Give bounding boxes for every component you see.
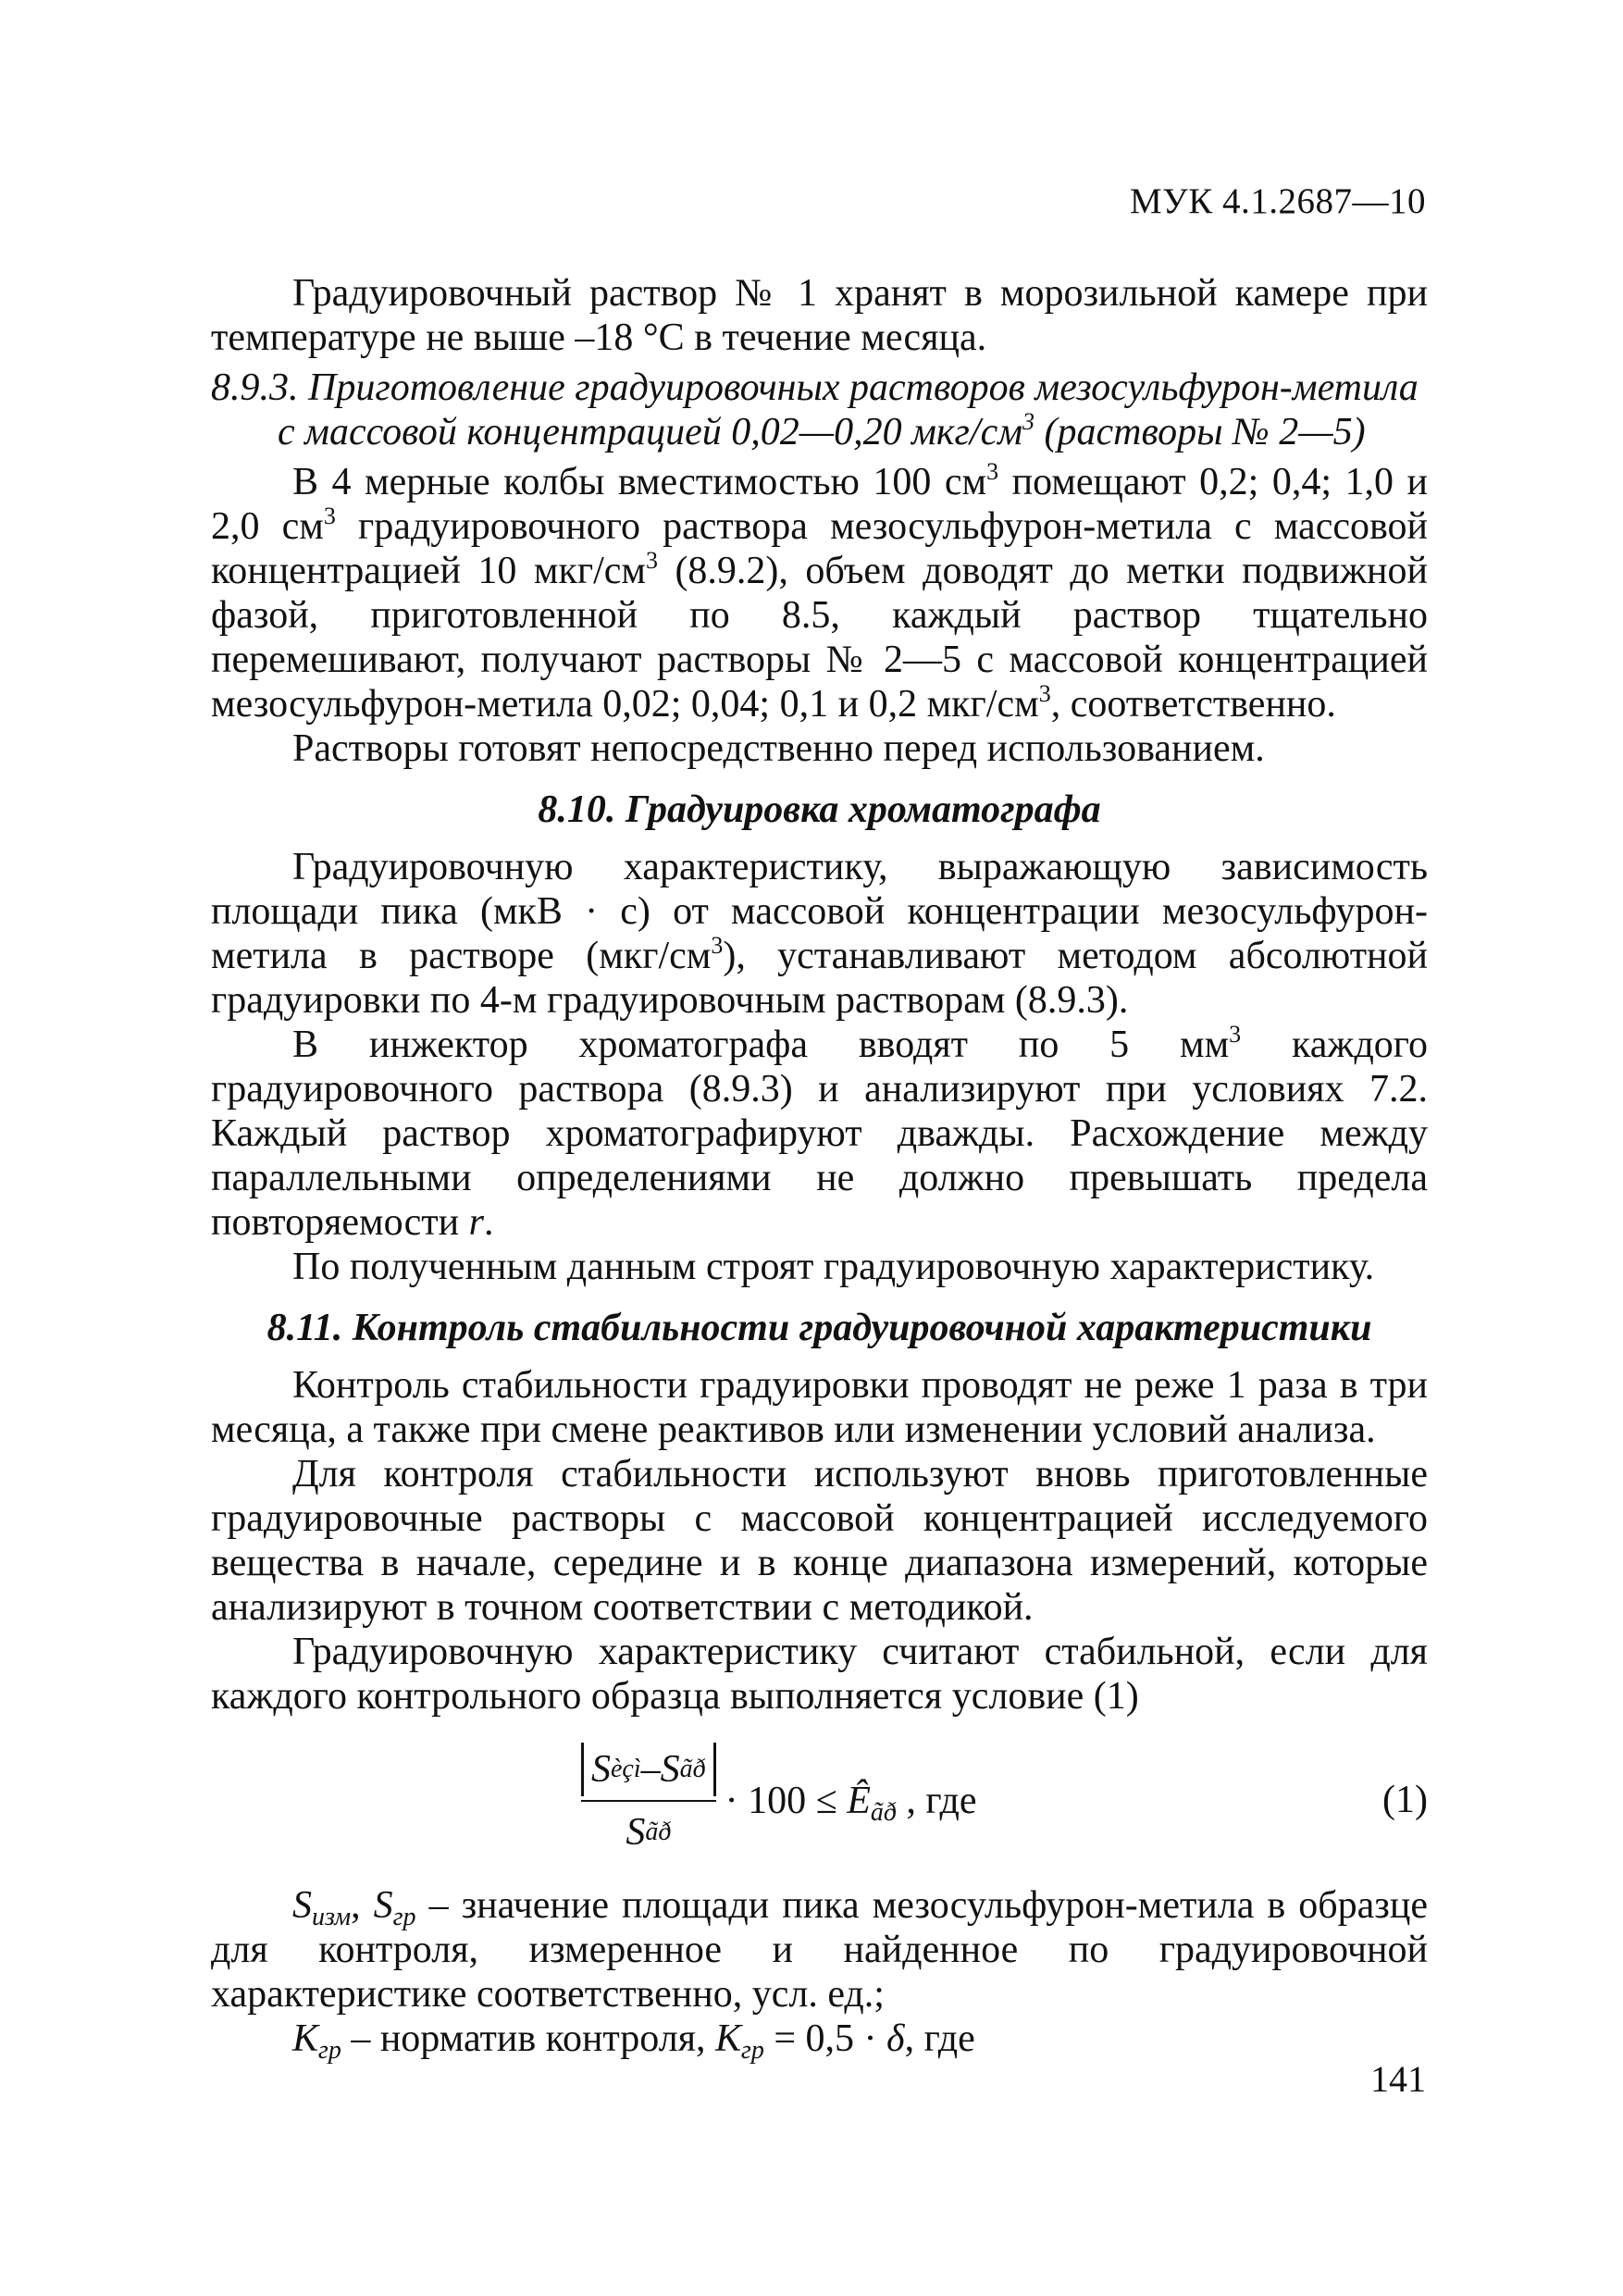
paragraph-stability-solutions: Для контроля стабильности используют вновь приготовленные градуировочные растворы с массовой концентрацией исследуемого вещества в начале, середине и в конце диапазона измерений, которые анализируют в точном соответствии с методикой. (211, 1453, 1428, 1629)
equation-number: (1) (1382, 1779, 1428, 1821)
fraction-line (581, 1800, 716, 1802)
section-heading-810: 8.10. Градуировка хроматографа (538, 788, 1101, 831)
paragraph-stability-condition: Градуировочную характеристику считают стабильной, если для каждого контрольного образца выполняется условие (1) (211, 1631, 1428, 1718)
subsection-heading-line1: 8.9.3. Приготовление градуировочных растворов мезосульфурон-метила (211, 366, 1419, 409)
formula-expression (581, 1731, 977, 1870)
section-heading-811: 8.11. Контроль стабильности градуировочной характеристики (266, 1307, 1372, 1349)
page-body (211, 271, 1428, 2065)
formula-fraction (581, 1743, 716, 1859)
formula-numerator: S èçì – S ãð (581, 1743, 716, 1796)
formula-1 (211, 1731, 1428, 1870)
paragraph-build-characteristic: По полученным данным строят градуировочную характеристику. (292, 1246, 1375, 1288)
subsection-heading-893 (211, 366, 1428, 454)
document-code: МУК 4.1.2687—10 (1129, 181, 1426, 221)
paragraph-storage: Градуировочный раствор № 1 хранят в морозильной камере при температуре не выше –18 °С в течение месяца. (211, 272, 1428, 359)
page-number: 141 (1370, 2058, 1426, 2100)
paragraph-prepare-before-use: Растворы готовят непосредственно перед использованием. (292, 727, 1265, 770)
paragraph-injection: В инжектор хроматографа вводят по 5 $мм^3$ каждого градуировочного раствора (8.9.3) и анализируют при условиях 7.2. Каждый раствор хроматографируют дважды. Расхождение между параллельными определениями не должно превышать предела повторяемости r. (211, 1021, 1428, 1244)
paragraph-stability-control: Контроль стабильности градуировки проводят не реже 1 раза в три месяца, а также при смене реактивов или изменении условий анализа. (211, 1364, 1428, 1451)
subsection-heading-line2: с массовой концентрацией 0,02—0,20 мкг/$см^3$ (растворы № 2—5) (278, 408, 1366, 453)
paragraph-calibration-characteristic: Градуировочную характеристику, выражающую зависимость площади пика (мкВ · с) от массовой концентрации мезосульфурон-метила в растворе $(мкг/см^3)$, устанавливают методом абсолютной градуировки по 4-м градуировочным растворам (8.9.3). (211, 846, 1428, 1022)
definition-k-norm: $К_{гр}$ – норматив контроля, $К_{гр} = 0,5 \cdot \delta$, где (292, 2017, 975, 2065)
definition-s-values: $S_{изм}$, $S_{гр}$ – значение площади пика мезосульфурон-метила в образце для контроля, измеренное и найденное по градуировочной характеристике соответственно, усл. ед.; (211, 1884, 1428, 2016)
formula-denominator: S ãð (626, 1811, 672, 1854)
paragraph-preparation: В 4 мерные колбы вместимостью 100 $см^3$ помещают 0,2; 0,4; 1,0 и 2,0 $см^3$ градуировочного раствора мезосульфурон-метила с массовой концентрацией 10 мкг/$см^3$ (8.9.2), объем доводят до метки подвижной фазой, приготовленной по 8.5, каждый раствор тщательно перемешивают, получают растворы № 2—5 с массовой концентрацией мезосульфурон-метила 0,02; 0,04; 0,1 и 0,2 мкг/$см^3$, соответственно. (211, 458, 1428, 726)
formula-right-side: · $100 \le Ê_{ãð}$ , где (725, 1780, 977, 1827)
